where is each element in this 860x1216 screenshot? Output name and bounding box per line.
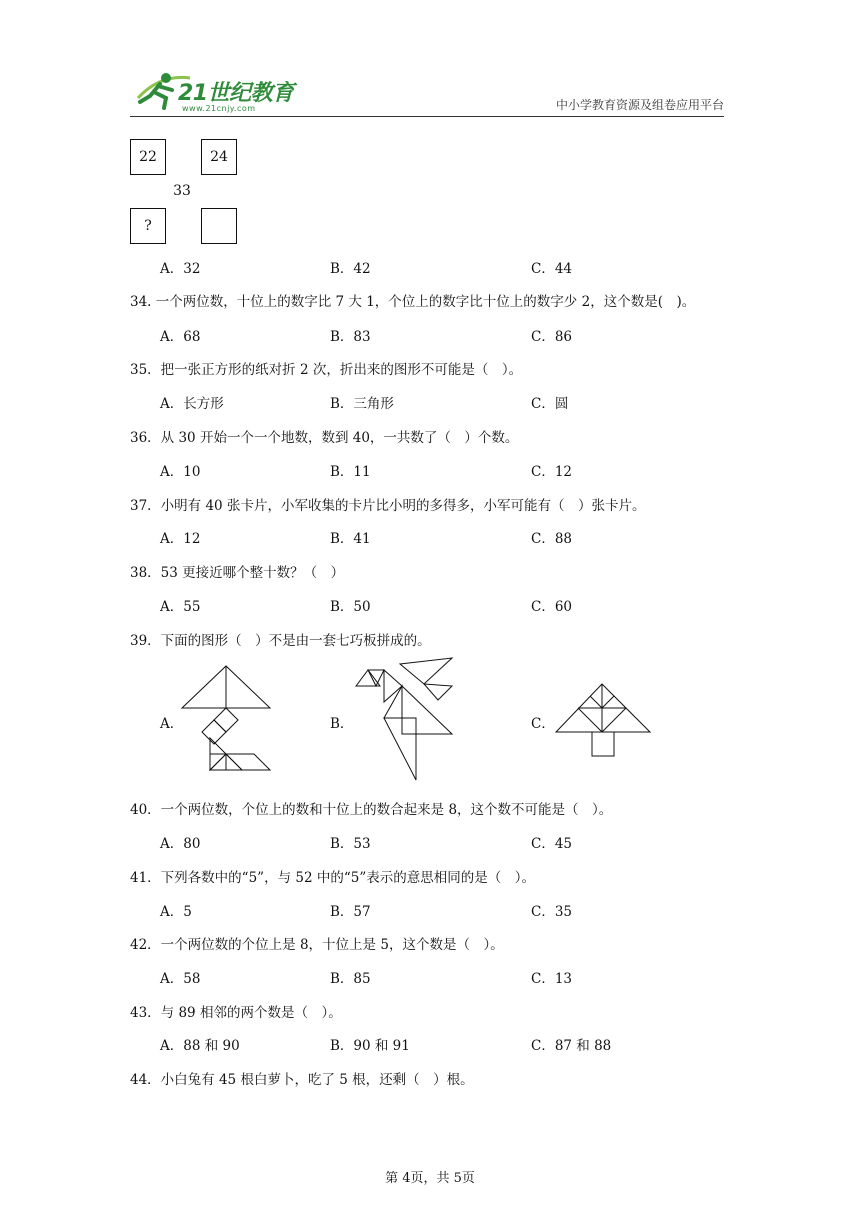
q37-option-a: A．12 [160, 531, 201, 547]
q33-option-a: A．32 [160, 261, 201, 277]
q38-option-b: B．50 [330, 599, 371, 615]
q39-stem: 39．下面的图形（ ）不是由一套七巧板拼成的。 [130, 633, 431, 649]
q40-option-b: B．53 [330, 836, 371, 852]
q34-stem: 34. 一个两位数，十位上的数字比 7 大 1，个位上的数字比十位上的数字少 2，这个数是( )。 [130, 294, 696, 310]
q41-option-c: C．35 [531, 904, 573, 920]
q34-option-c: C．86 [531, 329, 573, 345]
q38-option-a: A．55 [160, 599, 201, 615]
grid-cell-top-left: 22 [130, 139, 166, 175]
q43-option-c: C．87 和 88 [531, 1038, 612, 1054]
tangram-figure-b [354, 656, 458, 784]
q38-stem: 38．53 更接近哪个整十数？（ ） [130, 565, 345, 581]
q34-option-b: B．83 [330, 329, 371, 345]
grid-cell-bottom-right [201, 208, 237, 244]
q41-option-a: A．5 [160, 904, 192, 920]
q41-option-b: B．57 [330, 904, 371, 920]
logo-url: www.21cnjy.com [182, 104, 256, 113]
logo-text: 21世纪教育 [178, 81, 294, 106]
q40-option-a: A．80 [160, 836, 201, 852]
q43-option-a: A．88 和 90 [160, 1038, 240, 1054]
grid-cell-top-right: 24 [201, 139, 237, 175]
q40-stem: 40．一个两位数，个位上的数和十位上的数合起来是 8，这个数不可能是（ ）。 [130, 802, 613, 818]
q43-stem: 43．与 89 相邻的两个数是（ ）。 [130, 1005, 342, 1021]
q34-option-a: A．68 [160, 329, 201, 345]
q37-option-c: C．88 [531, 531, 573, 547]
q43-option-b: B．90 和 91 [330, 1038, 410, 1054]
q35-option-a: A．长方形 [160, 396, 224, 412]
tangram-figure-c [554, 682, 652, 760]
q35-option-b: B．三角形 [330, 396, 394, 412]
header-platform-text: 中小学教育资源及组卷应用平台 [555, 98, 724, 112]
q42-option-a: A．58 [160, 971, 201, 987]
q42-option-b: B．85 [330, 971, 371, 987]
page-footer: 第 4页，共 5页 [385, 1171, 475, 1186]
grid-cell-center: 33 [173, 183, 191, 199]
q38-option-c: C．60 [531, 599, 573, 615]
q37-stem: 37．小明有 40 张卡片，小军收集的卡片比小明的多得多，小军可能有（ ）张卡片。 [130, 498, 646, 514]
q41-stem: 41．下列各数中的“5”，与 52 中的“5”表示的意思相同的是（ ）。 [130, 870, 535, 886]
q40-option-c: C．45 [531, 836, 573, 852]
q35-option-c: C．圆 [531, 396, 569, 412]
q42-stem: 42．一个两位数的个位上是 8，十位上是 5，这个数是（ ）。 [130, 937, 504, 953]
header-divider [130, 116, 724, 117]
q42-option-c: C．13 [531, 971, 573, 987]
q33-option-b: B．42 [330, 261, 371, 277]
q39-option-c: C． [531, 716, 555, 732]
q35-stem: 35．把一张正方形的纸对折 2 次，折出来的图形不可能是（ ）。 [130, 362, 523, 378]
grid-cell-bottom-left: ? [130, 208, 166, 244]
q39-option-a: A． [160, 716, 184, 732]
q36-option-c: C．12 [531, 464, 573, 480]
tangram-figure-a [180, 664, 274, 778]
q36-option-b: B．11 [330, 464, 371, 480]
q36-option-a: A．10 [160, 464, 201, 480]
q37-option-b: B．41 [330, 531, 371, 547]
q39-option-b: B． [330, 716, 354, 732]
q36-stem: 36．从 30 开始一个一个地数，数到 40，一共数了（ ）个数。 [130, 430, 519, 446]
q44-stem: 44．小白兔有 45 根白萝卜，吃了 5 根，还剩（ ）根。 [130, 1072, 474, 1088]
q33-option-c: C．44 [531, 261, 573, 277]
